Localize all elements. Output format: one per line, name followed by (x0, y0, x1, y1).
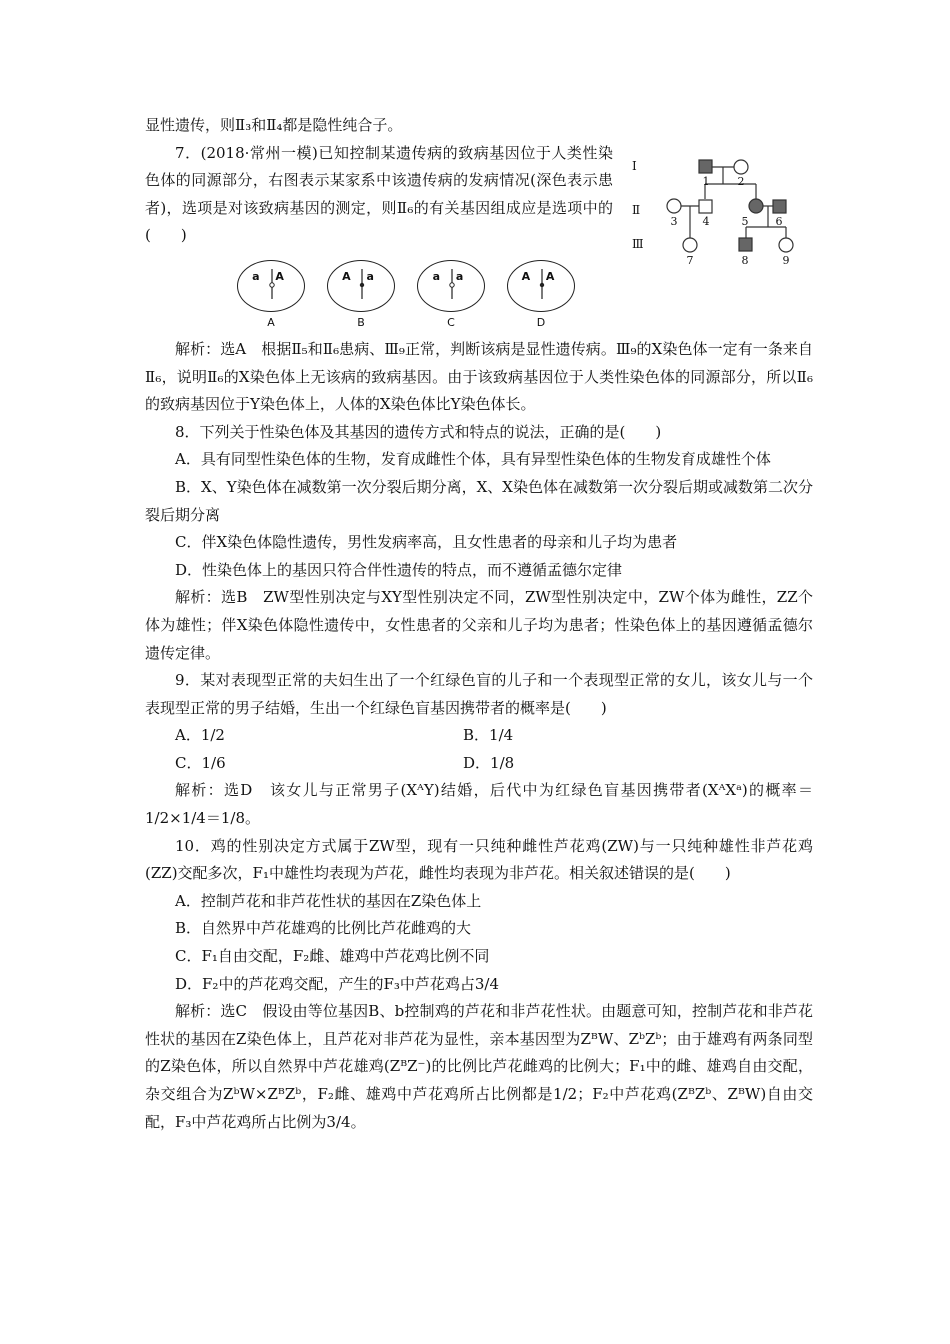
question-8-option-d: D．性染色体上的基因只符合伴性遗传的特点，而不遵循孟德尔定律 (175, 560, 623, 579)
number-9: 9 (782, 254, 790, 266)
cell-option-a (237, 260, 305, 330)
cell-alleles: A a (342, 269, 380, 283)
cell-option-b (327, 260, 395, 330)
number-5: 5 (741, 215, 749, 228)
document-body (145, 112, 813, 1136)
question-10-stem: 10．鸡的性别决定方式属于ZW型，现有一只纯种雌性芦花鸡(ZW)与一只纯种雄性非芦花鸡(ZZ)交配多次，F₁中雄性均表现为芦花，雌性均表现为非芦花。相关叙述错误的是( ) (145, 836, 813, 883)
number-1: 1 (702, 175, 710, 188)
chromosome-pair-icon (539, 269, 545, 299)
question-10-option-a: A．控制芦花和非芦花性状的基因在Z染色体上 (175, 891, 482, 910)
question-10-option-b: B．自然界中芦花雄鸡的比例比芦花雌鸡的大 (175, 919, 472, 938)
question-9-option-c: C．1/6 (175, 753, 226, 772)
question-8-answer: 解析：选B ZW型性别决定与XY型性别决定不同，ZW型性别决定中，ZW个体为雌性，ZZ个体为雄性；伴X染色体隐性遗传中，女性患者的父亲和儿子均为患者；性染色体上的基因遵循孟德尔遗传定律。 (145, 588, 813, 662)
number-6: 6 (775, 215, 783, 228)
number-4: 4 (702, 215, 710, 228)
cell-options (237, 260, 813, 330)
cell-oval (417, 260, 485, 312)
cell-option-d (507, 260, 575, 330)
number-2: 2 (737, 175, 745, 188)
question-9-option-d: D．1/8 (463, 753, 515, 772)
question-9-option-a: A．1/2 (175, 726, 225, 745)
question-9-stem: 9．某对表现型正常的夫妇生出了一个红绿色盲的儿子和一个表现型正常的女儿，该女儿与一个表现型正常的男子结婚，生出一个红绿色盲基因携带者的概率是( ) (145, 671, 813, 717)
number-8: 8 (741, 254, 749, 266)
gen-label-III: Ⅲ (632, 237, 644, 251)
cell-option-label: D (536, 315, 546, 329)
question-10-option-d: D．F₂中的芦花鸡交配，产生的F₃中芦花鸡占3/4 (175, 974, 500, 993)
cell-option-c (417, 260, 485, 330)
question-9-options-row-1 (145, 722, 813, 750)
cell-option-label: C (447, 315, 455, 329)
cell-option-label: B (357, 315, 365, 329)
gen-label-II: Ⅱ (632, 203, 641, 217)
cell-oval (237, 260, 305, 312)
cell-alleles: a A (252, 269, 290, 283)
question-9-option-b: B．1/4 (463, 726, 514, 745)
question-9-answer: 解析：选D 该女儿与正常男子(XᴬY)结婚，后代中为红绿色盲基因携带者(XᴬXᵃ)的概率＝1/2×1/4＝1/8。 (145, 781, 813, 828)
question-8-stem: 8．下列关于性染色体及其基因的遗传方式和特点的说法，正确的是( ) (175, 422, 662, 441)
gen-label-I: Ⅰ (632, 159, 637, 173)
chromosome-pair-icon (449, 269, 455, 299)
question-7-answer: 解析：选A 根据Ⅱ₅和Ⅱ₆患病、Ⅲ₉正常，判断该病是显性遗传病。Ⅲ₉的X染色体一定有一条来自Ⅱ₆，说明Ⅱ₆的X染色体上无该病的致病基因。由于该致病基因位于人类性染色体的同源部分，所以Ⅱ₆的致病基因位于Y染色体上，人体的X染色体比Y染色体长。 (145, 339, 813, 414)
question-10-answer: 解析：选C 假设由等位基因B、b控制鸡的芦花和非芦花性状。由题意可知，控制芦花和非芦花性状的基因在Z染色体上，且芦花对非芦花为显性，亲本基因型为ZᴮW、ZᵇZᵇ；由于雄鸡有两条同型的Z染色体，所以自然界中芦花雄鸡(ZᴮZ⁻)的比例比芦花雌鸡的比例大；F₁中的雌、雄鸡自由交配，杂交组合为ZᵇW×ZᴮZᵇ，F₂雌、雄鸡中芦花鸡所占比例都是1/2；F₂中芦花鸡(ZᴮZᵇ、ZᴮW)自由交配，F₃中芦花鸡所占比例为3/4。 (145, 1002, 813, 1131)
question-7-stem: 7．(2018·常州一模)已知控制某遗传病的致病基因位于人类性染色体的同源部分，右图表示某家系中该遗传病的发病情况(深色表示患者)，选项是对该致病基因的测定，则Ⅱ₆的有关基因组成应是选项中的( ) (145, 143, 613, 245)
question-10-option-c: C．F₁自由交配，F₂雌、雄鸡中芦花鸡比例不同 (175, 947, 490, 966)
cell-oval (327, 260, 395, 312)
chromosome-pair-icon (269, 269, 275, 299)
question-9-options-row-2 (145, 750, 813, 778)
number-3: 3 (670, 215, 678, 228)
question-8-option-c: C．伴X染色体隐性遗传，男性发病率高，且女性患者的母亲和儿子均为患者 (175, 533, 678, 552)
intro-line: 显性遗传，则Ⅱ₃和Ⅱ₄都是隐性纯合子。 (145, 116, 403, 134)
cell-option-label: A (267, 315, 275, 329)
cell-oval (507, 260, 575, 312)
cell-alleles: a a (432, 269, 470, 283)
chromosome-pair-icon (359, 269, 365, 299)
cell-alleles: A A (521, 269, 561, 283)
number-7: 7 (686, 254, 694, 266)
question-8-option-b: B．X、Y染色体在减数第一次分裂后期分离，X、X染色体在减数第一次分裂后期或减数第二次分裂后期分离 (145, 477, 813, 524)
question-8-option-a: A．具有同型性染色体的生物，发育成雌性个体，具有异型性染色体的生物发育成雄性个体 (175, 450, 771, 469)
